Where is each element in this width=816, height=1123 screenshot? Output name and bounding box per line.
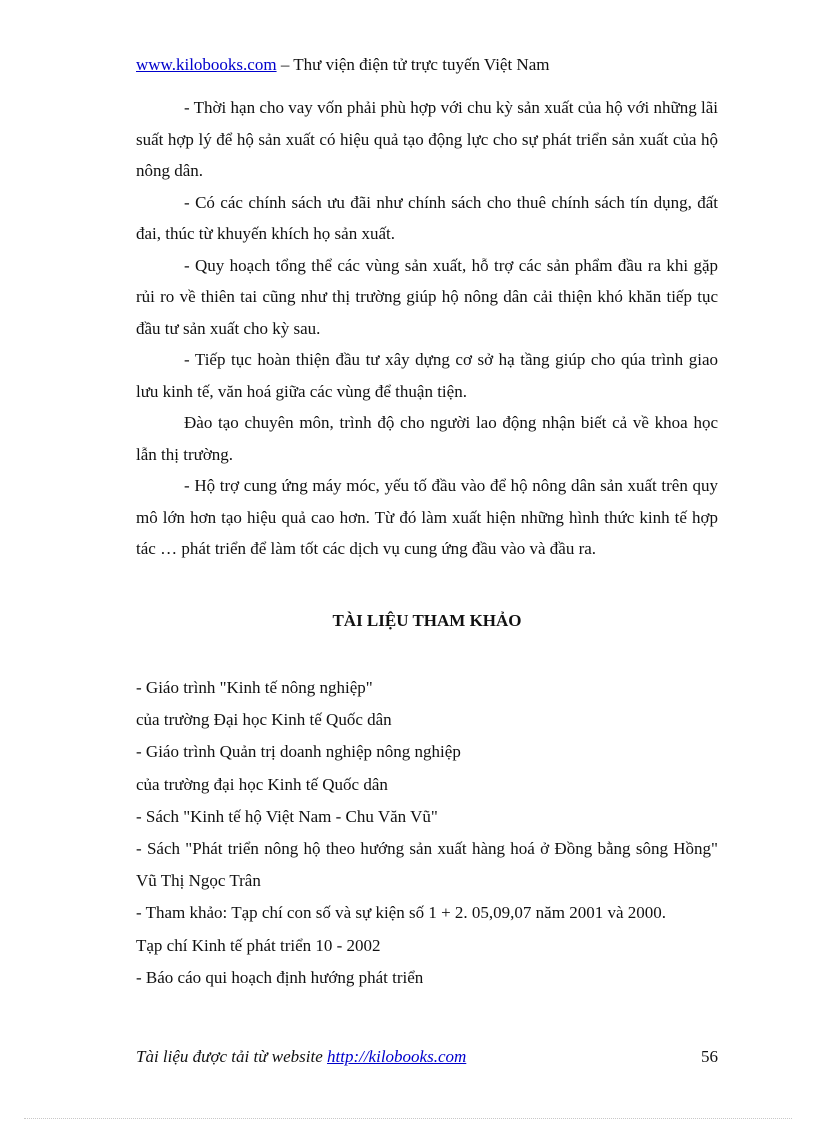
reference-item: - Báo cáo qui hoạch định hướng phát triển [136, 967, 424, 987]
reference-item: - Tham khảo: Tạp chí con số và sự kiện số 1 + 2. 05,09,07 năm 2001 và 2000. [136, 903, 666, 923]
footer-source-text: Tài liệu được tải từ website [136, 1047, 327, 1066]
paragraph-infrastructure: - Tiếp tục hoàn thiện đầu tư xây dựng cơ sở hạ tầng giúp cho qúa trình giao lưu kinh tế, văn hoá giữa các vùng để thuận tiện. [136, 350, 718, 401]
page-number: 56 [701, 1047, 718, 1066]
page-header [136, 54, 549, 76]
reference-item: - Giáo trình Quản trị doanh nghiệp nông nghiệp [136, 742, 461, 762]
reference-item: của trường đại học Kinh tế Quốc dân [136, 774, 388, 794]
references-list [136, 672, 718, 994]
reference-item: - Sách "Kinh tế hộ Việt Nam - Chu Văn Vũ" [136, 806, 438, 826]
paragraph-training: Đào tạo chuyên môn, trình độ cho người lao động nhận biết cả về khoa học lẫn thị trường. [136, 413, 718, 464]
paragraph-machinery-support: - Hộ trợ cung ứng máy móc, yếu tố đầu vào để hộ nông dân sản xuất trên quy mô lớn hơn tạo hiệu quả cao hơn. Từ đó làm xuất hiện những hình thức kinh tế hợp tác … phát triển để làm tốt các dịch vụ cung ứng đầu vào và đầu ra. [136, 476, 718, 558]
reference-item: - Sách "Phát triển nông hộ theo hướng sản xuất hàng hoá ở Đồng bằng sông Hồng" Vũ Thị Ngọc Trân [136, 839, 718, 891]
paragraph-loan-term: - Thời hạn cho vay vốn phải phù hợp với chu kỳ sản xuất của hộ với những lãi suất hợp lý để hộ sản xuất có hiệu quả tạo động lực cho sự phát triển sản xuất của hộ nông dân. [136, 98, 718, 180]
header-website-link[interactable]: www.kilobooks.com [136, 55, 277, 74]
paragraph-preferential-policies: - Có các chính sách ưu đãi như chính sách cho thuê chính sách tín dụng, đất đai, thúc từ khuyến khích họ sản xuất. [136, 192, 718, 243]
references-heading: TÀI LIỆU THAM KHẢO [332, 611, 522, 630]
paragraph-production-planning: - Quy hoạch tổng thể các vùng sản xuất, hỗ trợ các sản phẩm đầu ra khi gặp rủi ro về thiên tai cũng như thị trường giúp hộ nông dân cải thiện khó khăn tiếp tục đầu tư sản xuất cho kỳ sau. [136, 255, 718, 338]
header-library-title: – Thư viện điện tử trực tuyến Việt Nam [276, 55, 550, 74]
reference-item: - Giáo trình "Kinh tế nông nghiệp" [136, 678, 373, 697]
reference-item: Tạp chí Kinh tế phát triển 10 - 2002 [136, 935, 381, 955]
footer-source [136, 1046, 466, 1068]
page-bottom-divider [24, 1118, 792, 1119]
body-section [136, 92, 718, 565]
reference-item: của trường Đại học Kinh tế Quốc dân [136, 710, 392, 730]
footer-website-link[interactable]: http://kilobooks.com [327, 1047, 467, 1066]
